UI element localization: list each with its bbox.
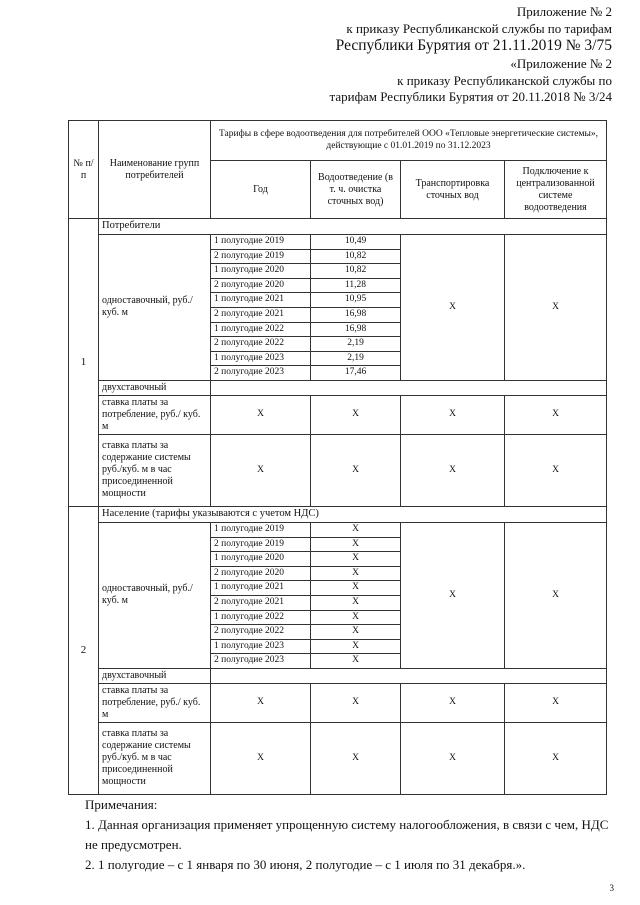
single-rate-label: одноставочный, руб./ куб. м [99,522,211,668]
single-rate-label: одноставочный, руб./ куб. м [99,235,211,381]
water-value-cell: 16,98 [311,322,401,337]
water-value-cell: 16,98 [311,307,401,322]
period-cell: 2 полугодие 2022 [211,337,311,352]
section [69,506,607,794]
rate-maintenance-label: ставка платы за содержание системы руб./куб. м в час присоединенной мощности [99,434,211,506]
water-value-cell: X [311,625,401,640]
x-cell: X [211,722,311,794]
x-cell: X [505,722,607,794]
section-number: 2 [69,506,99,794]
note-2: 2. 1 полугодие – с 1 января по 30 июня, 2 полугодие – с 1 июля по 31 декабря.». [85,857,526,872]
period-cell: 1 полугодие 2019 [211,235,311,250]
section-title: Потребители [99,219,607,235]
header-line-3: Республики Бурятия от 21.11.2019 № 3/75 [335,37,612,54]
x-cell: X [401,434,505,506]
x-cell: X [401,395,505,434]
water-value-cell: 10,82 [311,264,401,279]
two-rate-empty [211,380,607,395]
period-cell: 1 полугодие 2020 [211,552,311,567]
rate-consumption-label: ставка платы за потребление, руб./ куб. м [99,395,211,434]
rate-maintenance-label: ставка платы за содержание системы руб./куб. м в час присоединенной мощности [99,722,211,794]
table-header [69,121,607,219]
header-line-2: к приказу Республиканской службы по тарифам [346,21,612,36]
x-cell: X [311,434,401,506]
water-value-cell: 2,19 [311,337,401,352]
water-value-cell: 10,49 [311,235,401,250]
water-value-cell: 17,46 [311,366,401,381]
header-line-4: «Приложение № 2 [510,56,612,71]
header-line-6: тарифам Республики Бурятия от 20.11.2018 № 3/24 [329,89,612,104]
transport-cell: X [401,522,505,668]
period-cell: 1 полугодие 2023 [211,639,311,654]
header-line-1: Приложение № 2 [516,4,612,19]
water-value-cell: X [311,610,401,625]
x-cell: X [311,395,401,434]
water-value-cell: 2,19 [311,351,401,366]
water-value-cell: X [311,552,401,567]
rate-consumption-label: ставка платы за потребление, руб./ куб. м [99,683,211,722]
water-value-cell: X [311,581,401,596]
period-cell: 1 полугодие 2019 [211,522,311,537]
x-cell: X [505,434,607,506]
water-value-cell: 11,28 [311,278,401,293]
period-cell: 1 полугодие 2021 [211,581,311,596]
tariff-table [68,120,607,795]
x-cell: X [311,683,401,722]
x-cell: X [505,395,607,434]
col-group-header: Наименование групп потребителей [99,121,211,219]
water-value-cell: X [311,566,401,581]
water-value-cell: X [311,639,401,654]
two-rate-label: двухставочный [99,668,211,683]
x-cell: X [401,722,505,794]
period-cell: 2 полугодие 2021 [211,595,311,610]
water-value-cell: X [311,654,401,669]
period-cell: 2 полугодие 2023 [211,654,311,669]
note-1: 1. Данная организация применяет упрощенную систему налогообложения, в связи с чем, НДС не предусмотрен. [85,817,609,852]
water-value-cell: 10,95 [311,293,401,308]
col-year-header: Год [211,161,311,219]
two-rate-empty [211,668,607,683]
period-cell: 1 полугодие 2023 [211,351,311,366]
water-value-cell: X [311,537,401,552]
col-num-header: № п/п [69,121,99,219]
notes-title: Примечания: [85,797,158,812]
period-cell: 2 полугодие 2019 [211,249,311,264]
two-rate-label: двухставочный [99,380,211,395]
transport-cell: X [401,235,505,381]
period-cell: 1 полугодие 2021 [211,293,311,308]
notes [85,795,615,875]
x-cell: X [211,395,311,434]
water-value-cell: 10,82 [311,249,401,264]
x-cell: X [505,683,607,722]
period-cell: 1 полугодие 2022 [211,322,311,337]
period-cell: 2 полугодие 2020 [211,278,311,293]
period-cell: 2 полугодие 2023 [211,366,311,381]
col-connect-header: Подключение к централизованной системе водоотведения [505,161,607,219]
col-transport-header: Транспортировка сточных вод [401,161,505,219]
header-line-5: к приказу Республиканской службы по [397,73,612,88]
connect-cell: X [505,235,607,381]
section [69,219,607,507]
col-tariffs-header: Тарифы в сфере водоотведения для потребителей ООО «Тепловые энергетические системы», действующие с 01.01.2019 по 31.12.2023 [211,121,607,161]
period-cell: 2 полугодие 2021 [211,307,311,322]
period-cell: 1 полугодие 2020 [211,264,311,279]
water-value-cell: X [311,522,401,537]
section-title: Население (тарифы указываются с учетом НДС) [99,506,607,522]
water-value-cell: X [311,595,401,610]
section-number: 1 [69,219,99,507]
x-cell: X [311,722,401,794]
x-cell: X [401,683,505,722]
period-cell: 1 полугодие 2022 [211,610,311,625]
period-cell: 2 полугодие 2019 [211,537,311,552]
connect-cell: X [505,522,607,668]
page-number: 3 [609,883,614,893]
x-cell: X [211,683,311,722]
col-water-header: Водоотведение (в т. ч. очистка сточных вод) [311,161,401,219]
period-cell: 2 полугодие 2022 [211,625,311,640]
period-cell: 2 полугодие 2020 [211,566,311,581]
x-cell: X [211,434,311,506]
